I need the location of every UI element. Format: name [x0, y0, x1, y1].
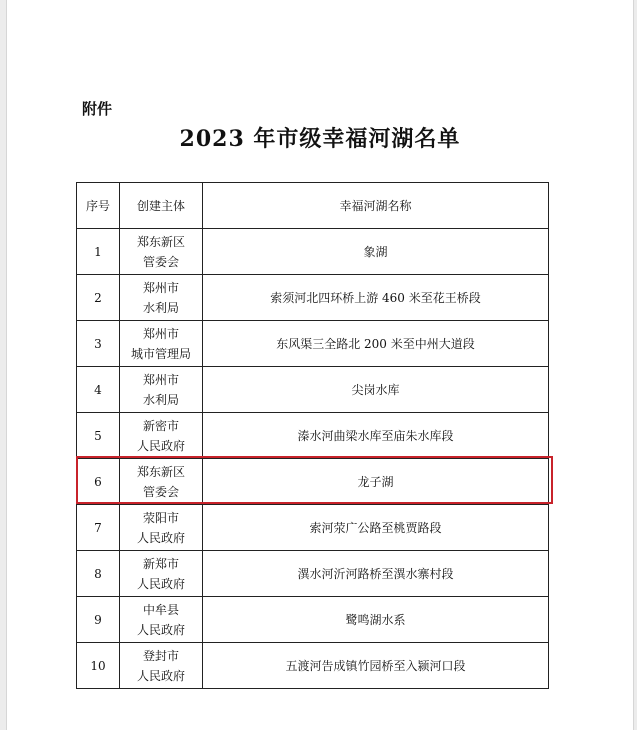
table-row: [77, 275, 549, 321]
attachment-label: 附件: [82, 100, 113, 118]
row-number: 2: [77, 275, 120, 321]
row-name: 东风渠三全路北 200 米至中州大道段: [203, 321, 549, 367]
row-name: 龙子湖: [203, 459, 549, 505]
row-organization: [120, 275, 203, 321]
table-row: [77, 643, 549, 689]
header-number: 序号: [77, 183, 120, 229]
row-organization: [120, 367, 203, 413]
org-line-2: 管委会: [142, 254, 179, 269]
row-number: 10: [77, 643, 120, 689]
row-organization: [120, 229, 203, 275]
row-name: 象湖: [203, 229, 549, 275]
table-row: [77, 551, 549, 597]
org-line-2: 人民政府: [136, 622, 185, 637]
row-organization: [120, 321, 203, 367]
row-name: 五渡河告成镇竹园桥至入颍河口段: [203, 643, 549, 689]
table-row: [77, 367, 549, 413]
table-row: [77, 413, 549, 459]
org-line-1: 新密市: [142, 418, 179, 433]
header-organization: 创建主体: [120, 183, 203, 229]
org-line-2: 人民政府: [136, 438, 185, 453]
row-organization: [120, 459, 203, 505]
row-name: 溱水河曲梁水库至庙朱水库段: [203, 413, 549, 459]
org-line-2: 管委会: [142, 484, 179, 499]
org-line-2: 水利局: [142, 300, 179, 315]
org-line-1: 新郑市: [142, 556, 179, 571]
table-row: [77, 229, 549, 275]
table-row: [77, 597, 549, 643]
org-line-1: 中牟县: [142, 602, 179, 617]
row-number: 7: [77, 505, 120, 551]
river-lake-table: [76, 182, 549, 689]
org-line-2: 水利局: [142, 392, 179, 407]
row-number: 1: [77, 229, 120, 275]
row-number: 5: [77, 413, 120, 459]
row-name: 潩水河沂河路桥至潩水寨村段: [203, 551, 549, 597]
org-line-1: 荥阳市: [142, 510, 179, 525]
row-number: 6: [77, 459, 120, 505]
row-organization: [120, 643, 203, 689]
page-title: 2023 年市级幸福河湖名单: [179, 126, 461, 152]
table-row-highlighted: [77, 459, 549, 505]
row-name: 索河荥广公路至桃贾路段: [203, 505, 549, 551]
row-name: 尖岗水库: [203, 367, 549, 413]
row-organization: [120, 413, 203, 459]
org-line-1: 郑州市: [142, 280, 179, 295]
org-line-2: 人民政府: [136, 530, 185, 545]
row-organization: [120, 551, 203, 597]
row-number: 4: [77, 367, 120, 413]
org-line-2: 人民政府: [136, 668, 185, 683]
org-line-1: 郑东新区: [136, 464, 185, 479]
row-number: 9: [77, 597, 120, 643]
table-row: [77, 505, 549, 551]
row-number: 8: [77, 551, 120, 597]
row-name: 鹭鸣湖水系: [203, 597, 549, 643]
org-line-1: 郑州市: [142, 372, 179, 387]
org-line-2: 城市管理局: [130, 346, 191, 361]
header-name: 幸福河湖名称: [203, 183, 549, 229]
row-name: 索须河北四环桥上游 460 米至花王桥段: [203, 275, 549, 321]
row-organization: [120, 597, 203, 643]
table-header-row: [77, 183, 549, 229]
row-number: 3: [77, 321, 120, 367]
org-line-1: 登封市: [142, 648, 179, 663]
org-line-1: 郑东新区: [136, 234, 185, 249]
org-line-1: 郑州市: [142, 326, 179, 341]
table-row: [77, 321, 549, 367]
org-line-2: 人民政府: [136, 576, 185, 591]
row-organization: [120, 505, 203, 551]
